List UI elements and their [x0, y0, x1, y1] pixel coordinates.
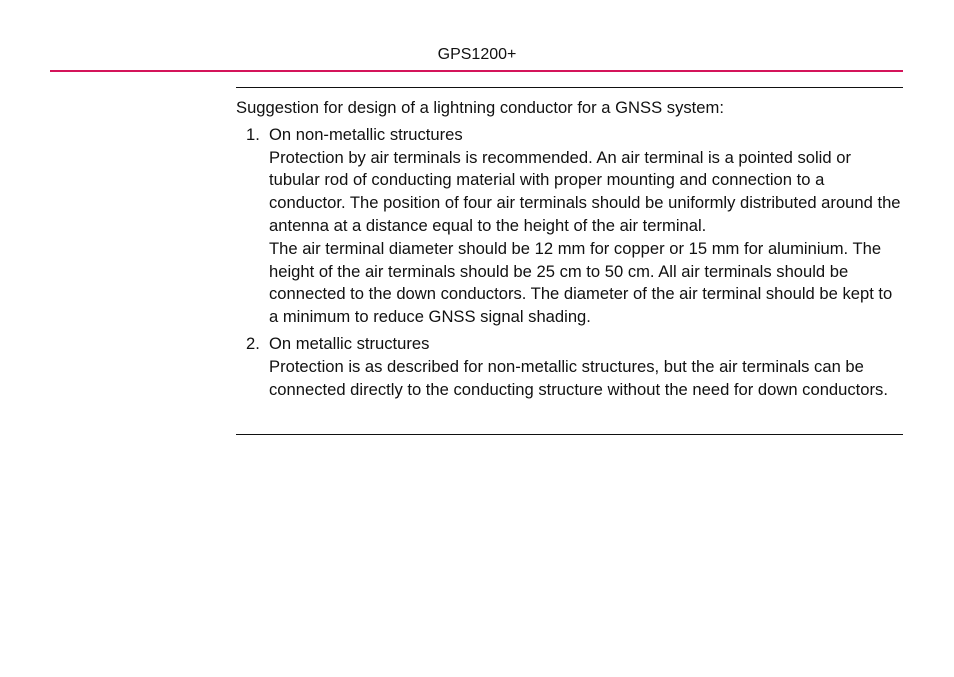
list-item [236, 333, 903, 401]
list-item-body: Protection is as described for non-metallic structures, but the air terminals can be connected directly to the conducting structure without the need for down conductors. [269, 356, 888, 399]
list-item-body-continued: The air terminal diameter should be 12 mm for copper or 15 mm for aluminium. The height of the air terminals should be 25 cm to 50 cm. All air terminals should be connected to the down conductors. The diameter of the air terminal should be kept to a minimum to reduce GNSS signal shading. [269, 238, 893, 327]
header-accent-rule [50, 70, 903, 72]
list-item-number: 2. [246, 333, 260, 353]
list-item-title: On metallic structures [269, 333, 430, 353]
section-bottom-divider [236, 434, 903, 435]
list-item-body: Protection by air terminals is recommended. An air terminal is a pointed solid or tubular rod of conducting material with proper mounting and connection to a conductor. The position of four air terminals should be uniformly distributed around the antenna at a distance equal to the height of the air terminal. [269, 147, 901, 235]
list-item-number: 1. [246, 124, 260, 144]
lightning-conductor-section [236, 97, 903, 401]
section-top-divider [236, 87, 903, 88]
section-intro: Suggestion for design of a lightning conductor for a GNSS system: [236, 98, 724, 117]
suggestion-list [236, 124, 903, 402]
list-item-title: On non-metallic structures [269, 124, 463, 144]
page-header-title: GPS1200+ [437, 46, 517, 63]
list-item [236, 124, 903, 329]
